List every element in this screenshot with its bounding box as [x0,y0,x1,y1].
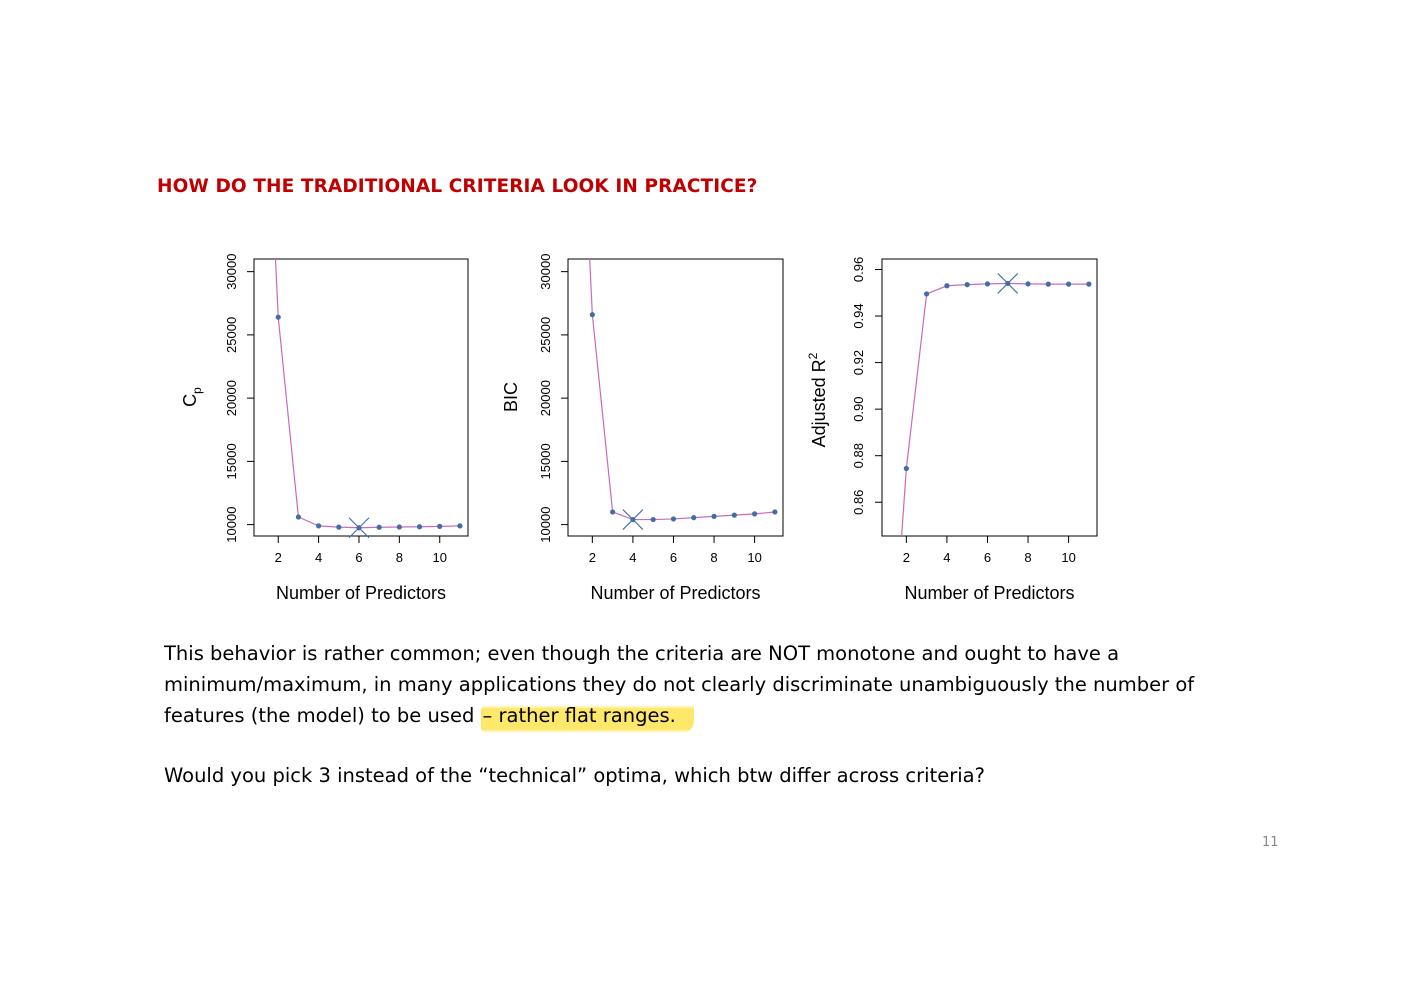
data-point [772,509,777,514]
page-number: 11 [1262,835,1279,850]
x-axis-label: Number of Predictors [904,583,1075,603]
y-tick-label: 0.96 [851,256,866,283]
y-tick-label: 0.86 [851,489,866,515]
x-tick-label: 8 [710,550,718,565]
data-point [316,523,321,528]
x-tick-label: 10 [432,550,447,565]
y-axis-label: BIC [501,381,521,413]
y-tick-label: 0.88 [851,443,866,469]
slide-title: HOW DO THE TRADITIONAL CRITERIA LOOK IN PRACTICE? [157,176,758,197]
paragraph-behavior [164,638,1224,731]
plot-frame [568,259,783,536]
x-tick-label: 4 [943,550,951,565]
data-point [457,523,462,528]
data-point [397,524,402,529]
y-tick-label: 20000 [224,380,239,417]
chart-panel-2 [501,0,783,603]
data-point [417,524,422,529]
y-tick-label: 0.92 [851,349,866,376]
y-tick-label: 0.94 [851,303,866,329]
data-point [590,312,595,317]
y-tick-label: 10000 [224,506,239,543]
data-line [258,0,460,528]
data-point [691,515,696,520]
y-tick-label: 30000 [224,253,239,290]
data-point [651,517,656,522]
x-tick-label: 6 [355,550,363,565]
data-point [1025,281,1030,286]
data-point [732,513,737,518]
x-tick-label: 2 [274,550,282,565]
paragraph-question: Would you pick 3 instead of the “technical” optima, which btw differ across criteria? [164,764,985,787]
y-tick-label: 0.90 [851,396,866,422]
data-point [610,509,615,514]
data-point [296,514,301,519]
y-tick-label: 10000 [538,506,553,543]
x-tick-label: 4 [629,550,637,565]
data-point [336,525,341,530]
data-point [965,282,970,287]
data-point [1086,282,1091,287]
y-tick-label: 15000 [538,443,553,480]
x-axis-label: Number of Predictors [275,583,447,603]
y-tick-label: 20000 [538,380,553,417]
data-point [985,281,990,286]
y-tick-label: 25000 [538,316,553,353]
y-tick-label: 15000 [224,443,239,480]
highlighted-phrase: – rather flat ranges. [481,702,694,733]
data-point [1046,282,1051,287]
data-point [377,525,382,530]
x-tick-label: 10 [747,550,762,565]
x-tick-label: 2 [588,550,596,565]
x-tick-label: 8 [395,550,403,565]
data-point [924,291,929,296]
x-axis-label: Number of Predictors [590,583,761,603]
x-tick-label: 8 [1024,550,1032,565]
x-tick-label: 6 [983,550,992,565]
y-axis-label: $C_p$ [180,387,204,407]
y-tick-label: 25000 [224,316,239,353]
data-point [711,514,716,519]
data-point [671,516,676,521]
data-point [904,466,909,471]
x-tick-label: 4 [314,550,323,565]
x-tick-label: 10 [1061,550,1076,565]
y-tick-label: 30000 [538,253,553,290]
y-axis-label: Adjusted $R^2$ [806,352,829,448]
chart-panel-1 [180,0,468,603]
data-point [752,511,757,516]
data-point [944,283,949,288]
data-point [437,524,442,529]
x-tick-label: 6 [669,550,678,565]
x-tick-label: 2 [902,550,910,565]
data-line [572,0,775,520]
data-point [276,315,281,320]
paragraph-behavior-text: This behavior is rather common; even though the criteria are NOT monotone and ought to have a minimum/maximum, in many applications they do not clearly discriminate unambiguously the number of features (the model) to be used [164,642,1195,727]
data-point [1066,282,1071,287]
